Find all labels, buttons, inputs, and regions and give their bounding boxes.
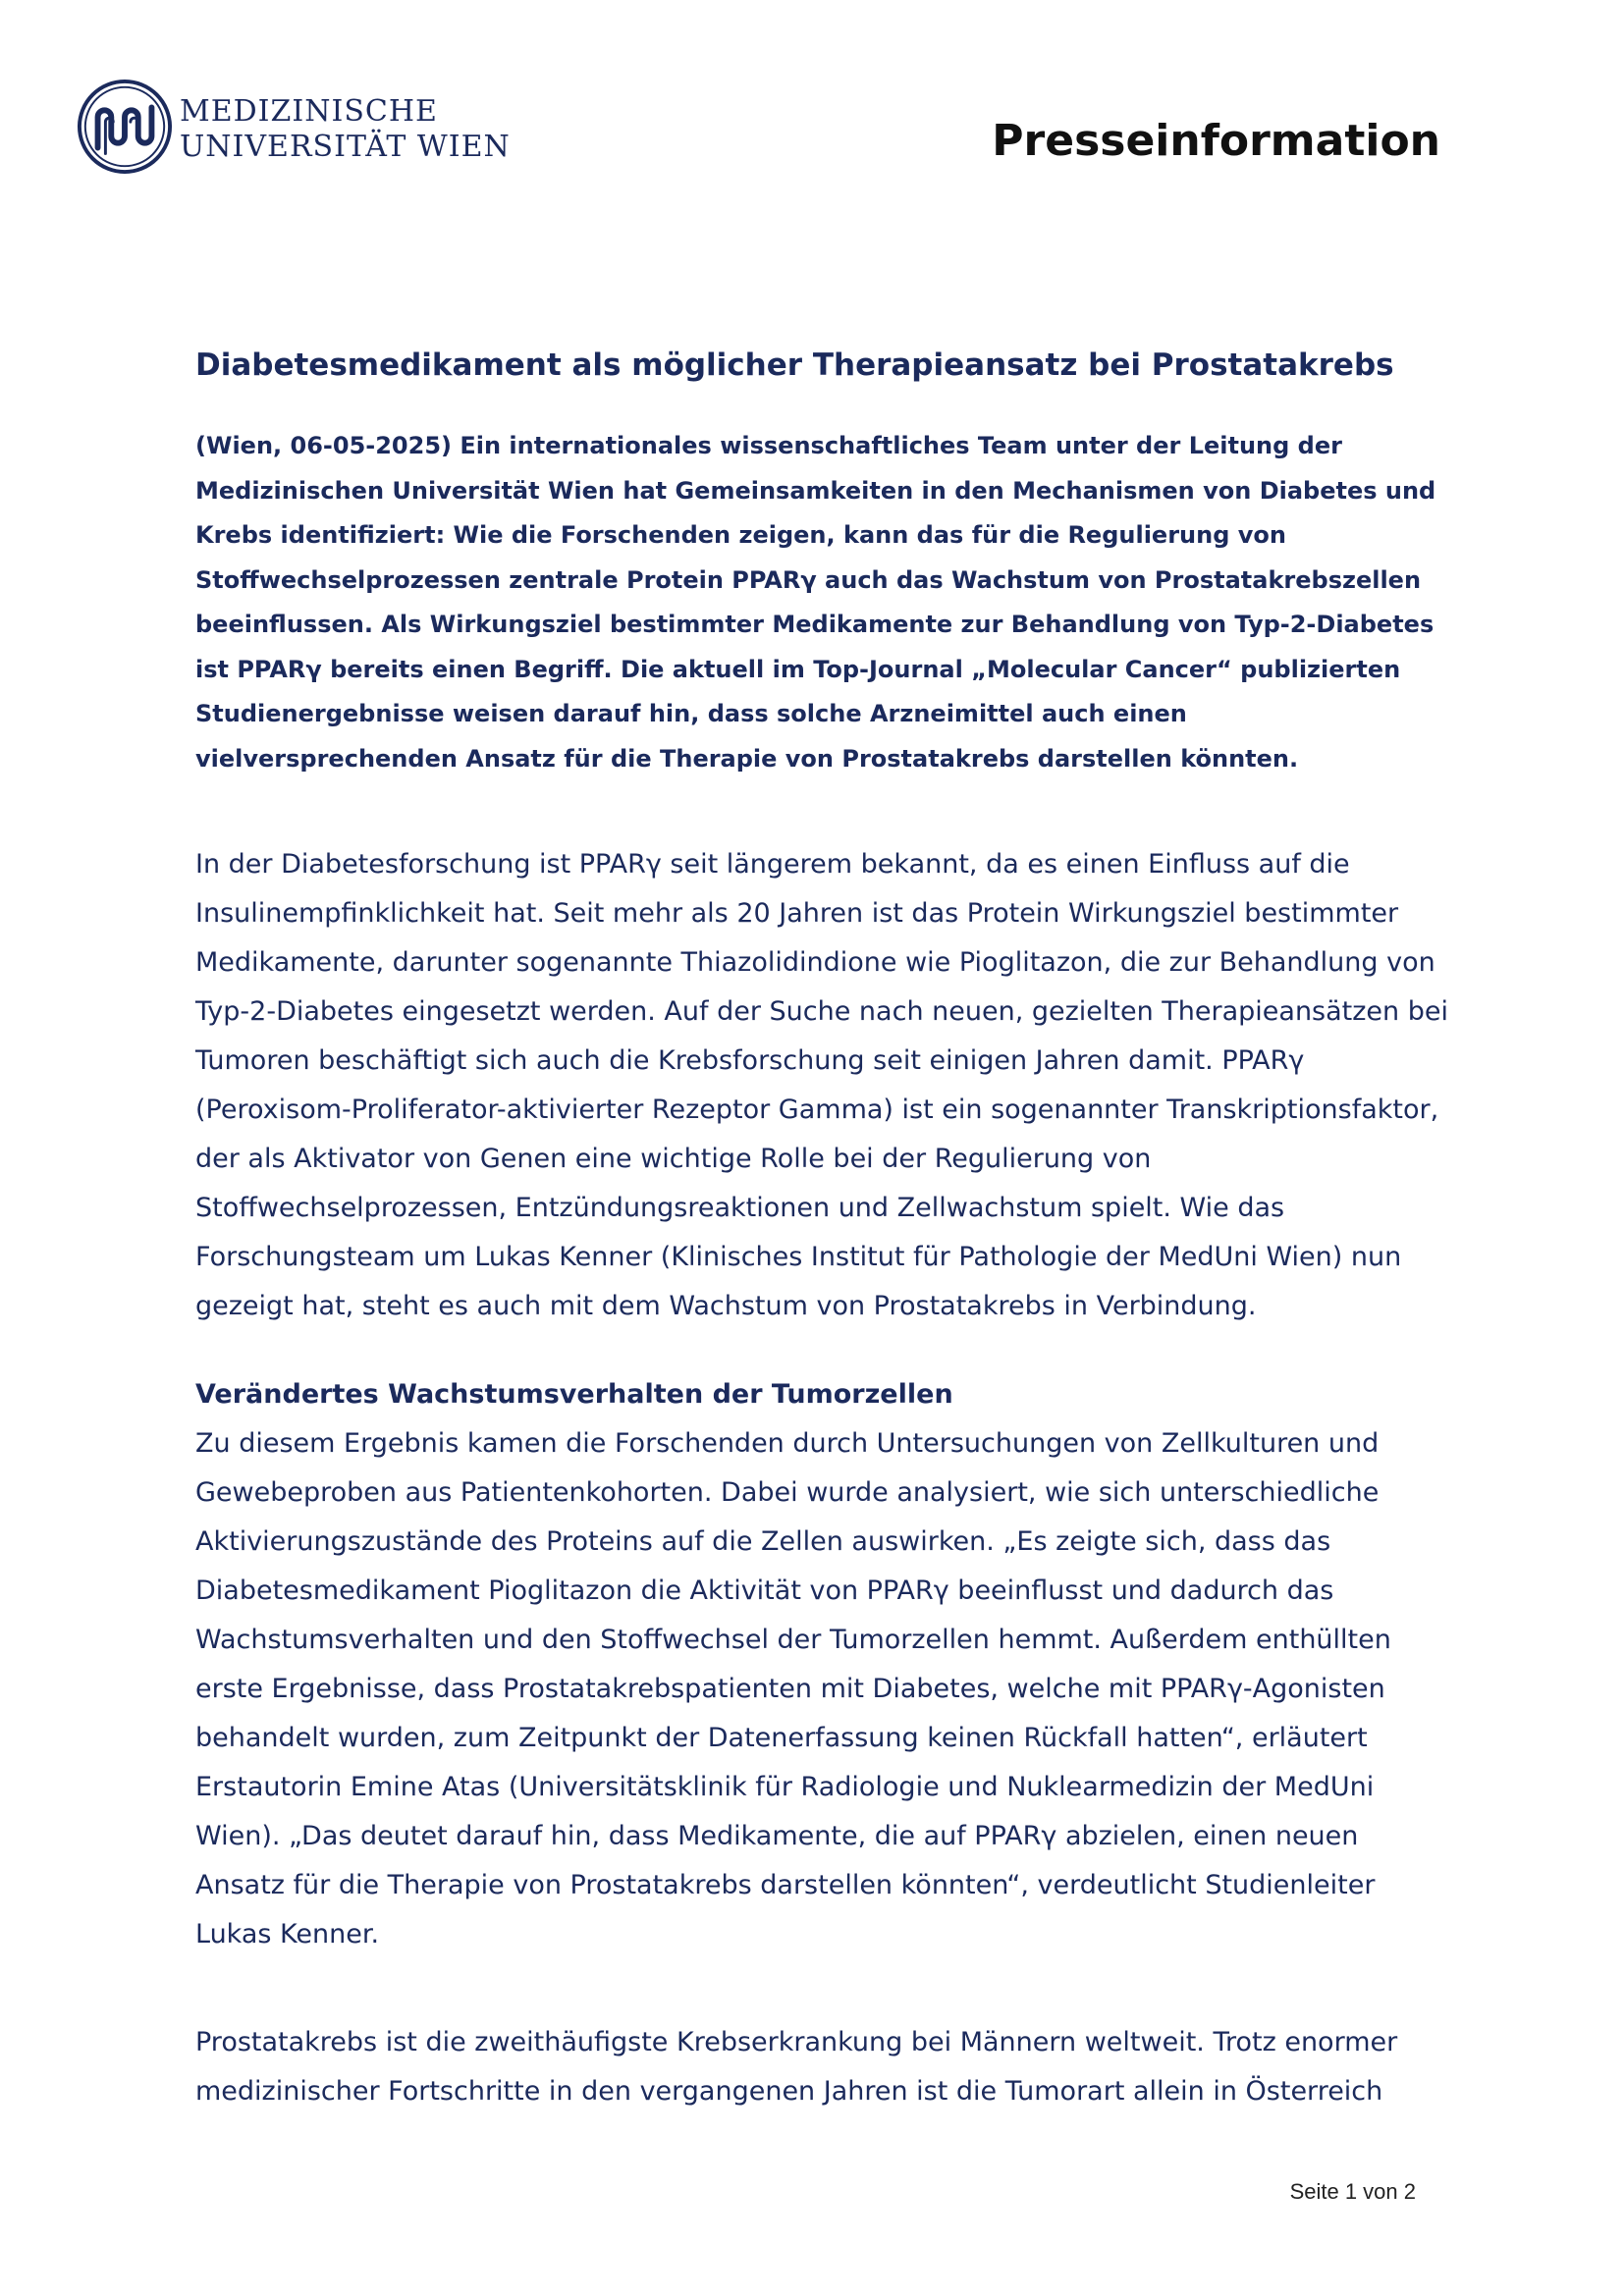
paragraph-3: Prostatakrebs ist die zweithäufigste Krebserkrankung bei Männern weltweit. Trotz enormer medizinischer Fortschritte in den vergangenen Jahren ist die Tumorart allein in Österreich [195, 2027, 1398, 2107]
logo-wordmark [180, 94, 511, 165]
logo-line-1: MEDIZINISCHE [180, 94, 438, 129]
university-logo [77, 79, 528, 185]
paragraph-1: In der Diabetesforschung ist PPARγ seit längerem bekannt, da es einen Einfluss auf die Insulinempfinklichkeit hat. Seit mehr als 20 Jahren ist das Protein Wirkungsziel bestimmter Medikamente, darunter sogenannte Thiazolidindione wie Pioglitazon, die zur Behandlung von Typ-2-Diabetes eingesetzt werden. Auf der Suche nach neuen, gezielten Therapieansätzen bei Tumoren beschäftigt sich auch die Krebsforschung seit einigen Jahren damit. PPARγ (Peroxisom-Proliferator-aktivierter Rezeptor Gamma) ist ein sogenannter Transkriptionsfaktor, der als Aktivator von Genen eine wichtige Rolle bei der Regulierung von Stoffwechselprozessen, Entzündungsreaktionen und Zellwachstum spielt. Wie das Forschungsteam um Lukas Kenner (Klinisches Institut für Pathologie der MedUni Wien) nun gezeigt hat, steht es auch mit dem Wachstum von Prostatakrebs in Verbindung. [195, 849, 1448, 1321]
logo-line-2: UNIVERSITÄT WIEN [180, 130, 511, 164]
article-body [195, 346, 1452, 2116]
document-type-heading: Presseinformation [992, 116, 1440, 166]
article-title: Diabetesmedikament als möglicher Therapieansatz bei Prostatakrebs [195, 347, 1394, 383]
paragraph-2: Zu diesem Ergebnis kamen die Forschenden durch Untersuchungen von Zellkulturen und Gewebeproben aus Patientenkohorten. Dabei wurde analysiert, wie sich unterschiedliche Aktivierungszustände des Proteins auf die Zellen auswirken. „Es zeigte sich, dass das Diabetesmedikament Pioglitazon die Aktivität von PPARγ beeinflusst und dadurch das Wachstumsverhalten und den Stoffwechsel der Tumorzellen hemmt. Außerdem enthüllten erste Ergebnisse, dass Prostatakrebspatienten mit Diabetes, welche mit PPARγ-Agonisten behandelt wurden, zum Zeitpunkt der Datenerfassung keinen Rückfall hatten“, erläutert Erstautorin Emine Atas (Universitätsklinik für Radiologie und Nuklearmedizin der MedUni Wien). „Das deutet darauf hin, dass Medikamente, die auf PPARγ abzielen, einen neuen Ansatz für die Therapie von Prostatakrebs darstellen könnten“, verdeutlicht Studienleiter Lukas Kenner. [195, 1428, 1391, 1949]
page-number: Seite 1 von 2 [1289, 2179, 1416, 2204]
article-lead: (Wien, 06-05-2025) Ein internationales wissenschaftliches Team unter der Leitung der Medizinischen Universität Wien hat Gemeinsamkeiten in den Mechanismen von Diabetes und Krebs identifiziert: Wie die Forschenden zeigen, kann das für die Regulierung von Stoffwechselprozessen zentrale Protein PPARγ auch das Wachstum von Prostatakrebszellen beeinflussen. Als Wirkungsziel bestimmter Medikamente zur Behandlung von Typ-2-Diabetes ist PPARγ bereits einen Begriff. Die aktuell im Top-Journal „Molecular Cancer“ publizierten Studienergebnisse weisen darauf hin, dass solche Arzneimittel auch einen vielversprechenden Ansatz für die Therapie von Prostatakrebs darstellen könnten. [195, 432, 1436, 773]
section-subheading: Verändertes Wachstumsverhalten der Tumorzellen [195, 1379, 953, 1410]
meduni-emblem-icon [77, 79, 173, 175]
